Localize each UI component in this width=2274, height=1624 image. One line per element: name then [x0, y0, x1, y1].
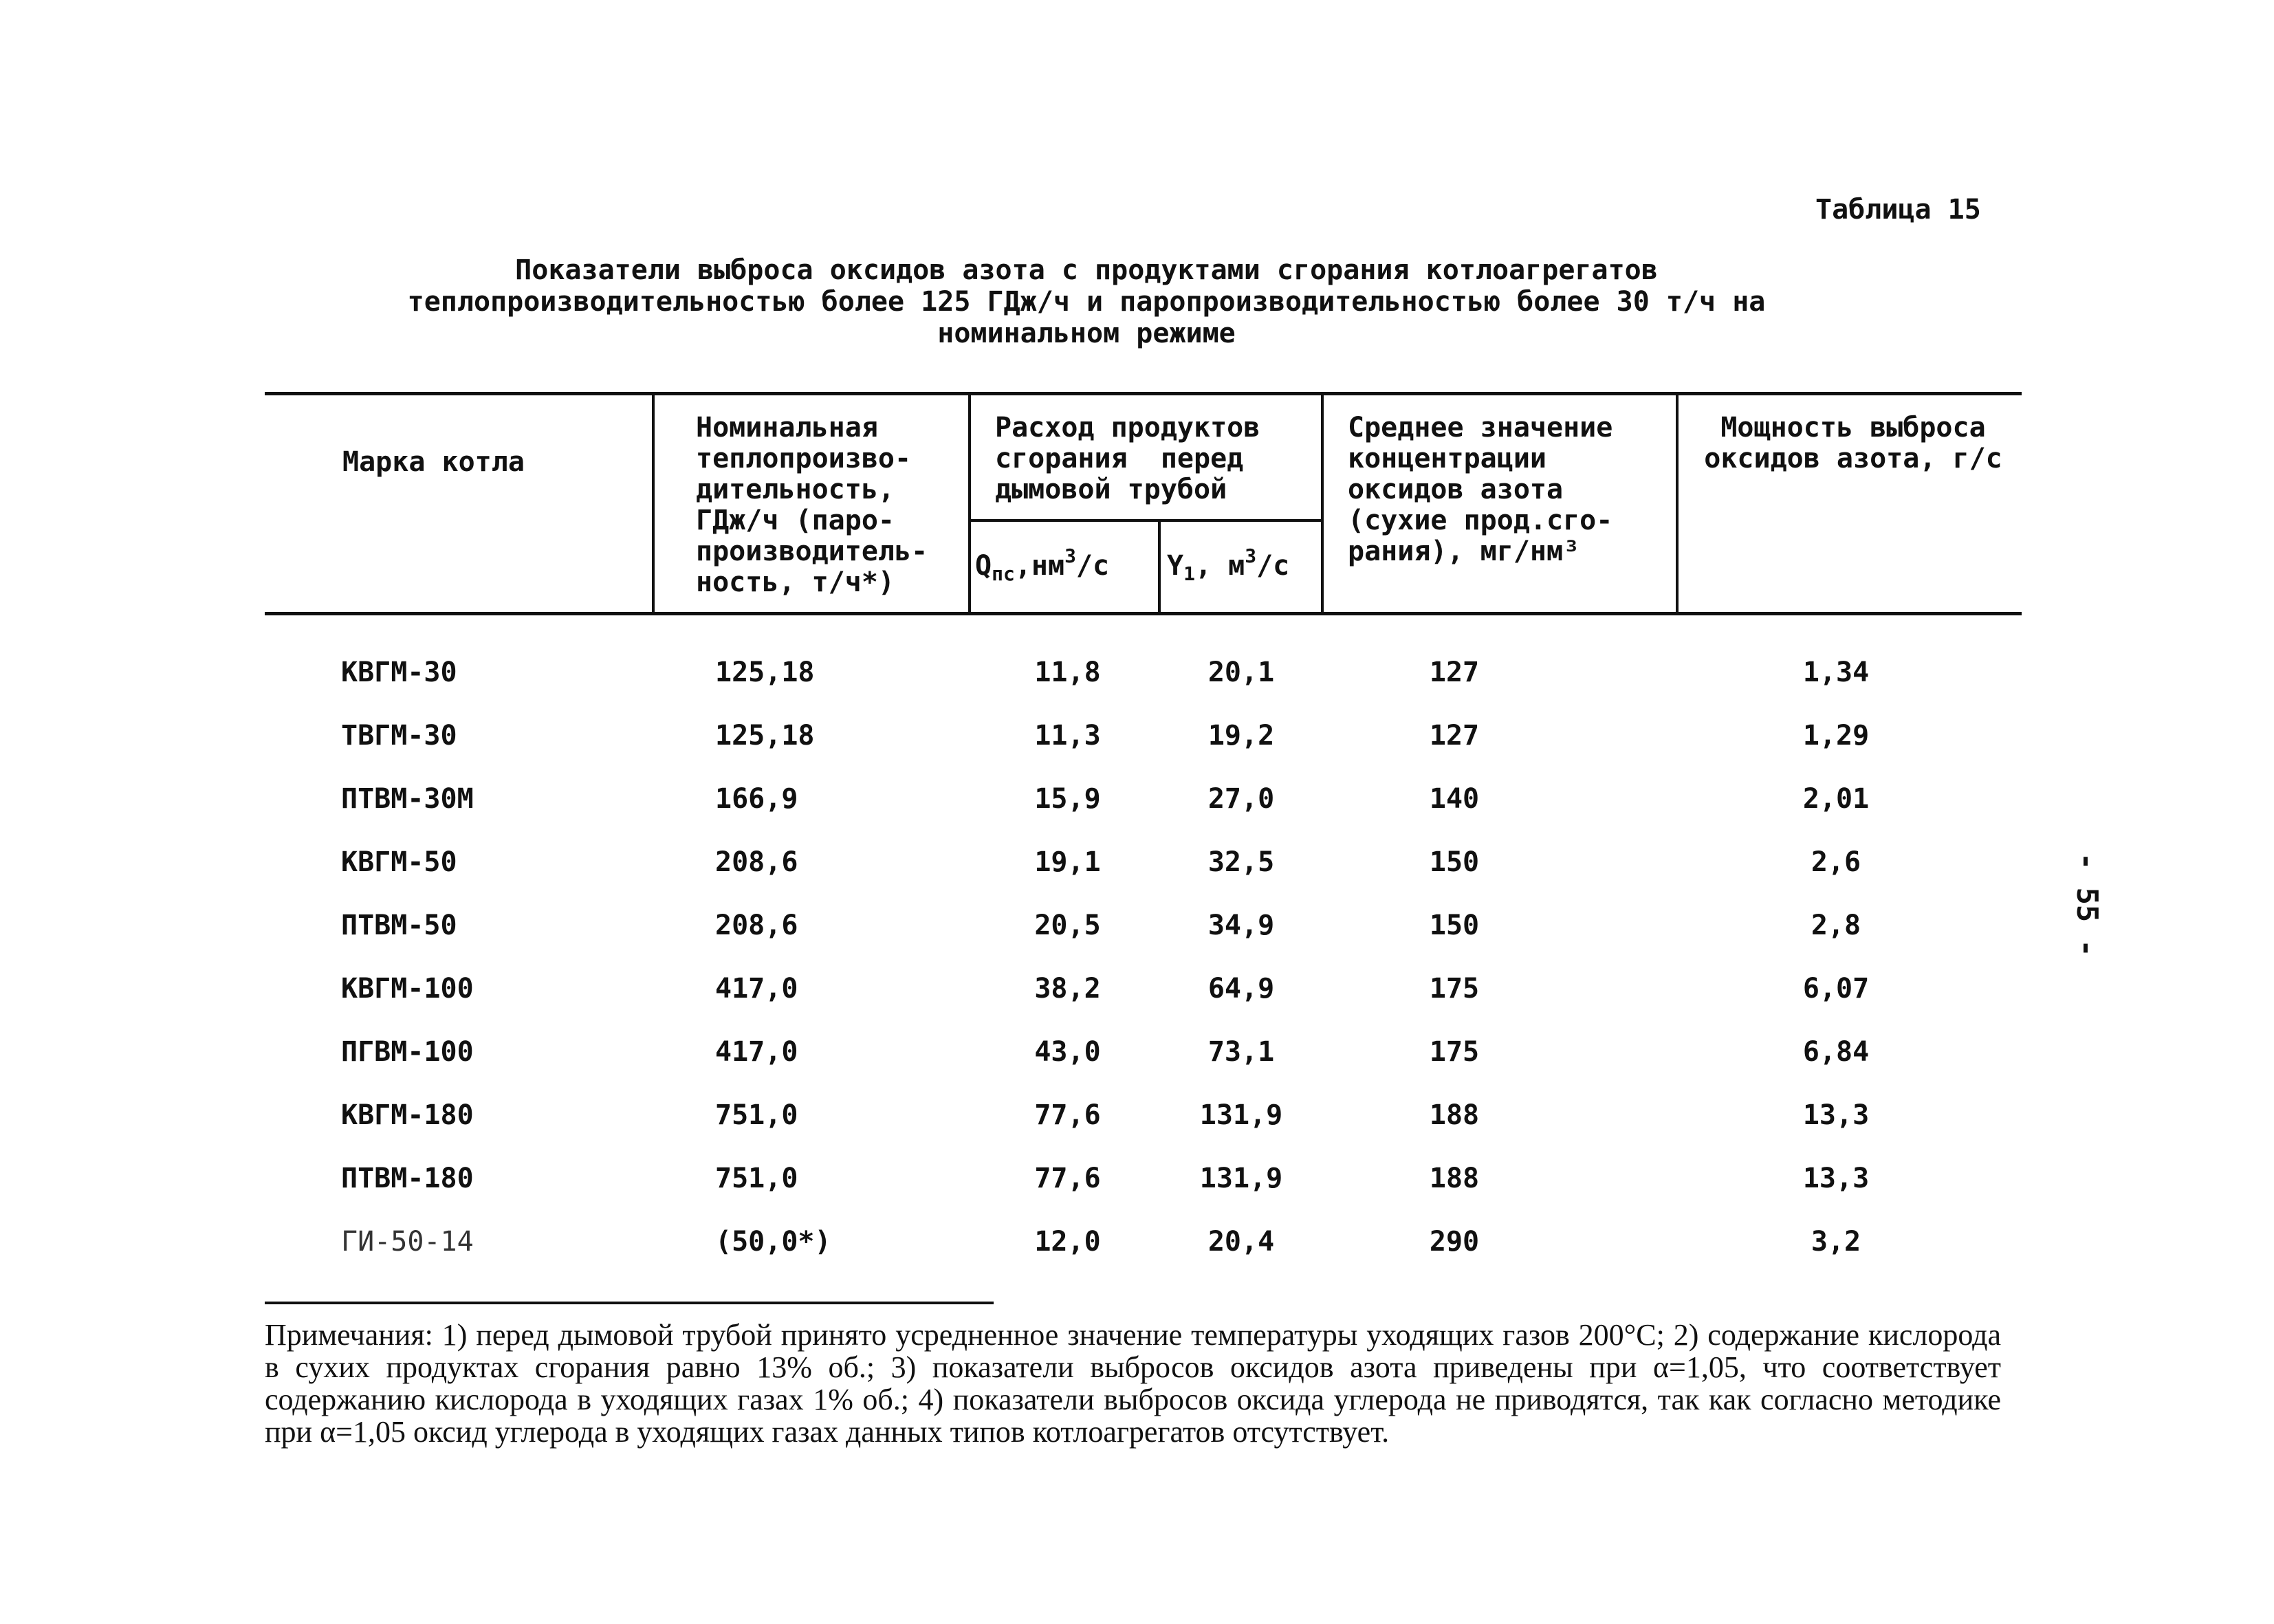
table-top-rule [265, 392, 2022, 395]
cell-brand: ПТВМ-180 [341, 1163, 474, 1194]
v-subscript: 1 [1183, 562, 1195, 585]
header-flow-q [975, 540, 1109, 589]
cell-concentration: 188 [1429, 1163, 1480, 1194]
cell-brand: КВГМ-30 [341, 657, 457, 688]
table-row [0, 720, 2274, 782]
cell-power: 13,3 [1802, 1099, 1870, 1131]
table-notes: Примечания: 1) перед дымовой трубой принято усредненное значение температуры уходящих газов 200°С; 2) содержание кислорода в сухих продуктах сгорания равно 13% об.; 3) показатели выбросов оксидов азота приведены при α=1,05, что соответствует содержанию кислорода в уходящих газах 1% об.; 4) показатели выбросов оксида углерода не приводятся, так как согласно методике при α=1,05 оксид углерода в уходящих газах данных типов котлоагрегатов отсутствует. [265, 1318, 2001, 1449]
cell-brand: КВГМ-180 [341, 1099, 474, 1131]
table-row [0, 1226, 2274, 1288]
v-unit-superscript: 3 [1245, 545, 1257, 567]
cell-flow-q: 77,6 [1034, 1099, 1101, 1131]
cell-brand: ГИ-50-14 [341, 1226, 474, 1258]
header-brand: Марка котла [342, 446, 525, 478]
cell-flow-v: 32,5 [1207, 846, 1275, 878]
cell-flow-v: 64,9 [1207, 973, 1275, 1005]
cell-capacity: (50,0*) [715, 1226, 831, 1258]
cell-power: 6,84 [1802, 1036, 1870, 1068]
cell-power: 2,8 [1811, 910, 1861, 941]
table-row [0, 910, 2274, 972]
cell-capacity: 751,0 [715, 1099, 798, 1131]
header-concentration: Среднее значение концентрации оксидов азота (сухие прод.сго- рания), мг/нм³ [1348, 412, 1613, 567]
table-row [0, 973, 2274, 1035]
column-divider [652, 393, 655, 613]
cell-capacity: 417,0 [715, 973, 798, 1005]
cell-brand: КВГМ-100 [341, 973, 474, 1005]
cell-flow-q: 12,0 [1034, 1226, 1101, 1258]
cell-concentration: 175 [1429, 1036, 1480, 1068]
cell-flow-q: 77,6 [1034, 1163, 1101, 1194]
cell-power: 1,34 [1802, 657, 1870, 688]
cell-brand: ПТВМ-50 [341, 910, 457, 941]
cell-flow-q: 15,9 [1034, 783, 1101, 815]
cell-flow-v: 73,1 [1207, 1036, 1275, 1068]
cell-concentration: 127 [1429, 657, 1480, 688]
cell-power: 13,3 [1802, 1163, 1870, 1194]
header-flow-v [1167, 540, 1289, 589]
cell-flow-v: 27,0 [1207, 783, 1275, 815]
cell-power: 2,6 [1811, 846, 1861, 878]
table-row [0, 846, 2274, 908]
cell-flow-v: 131,9 [1199, 1163, 1283, 1194]
cell-concentration: 127 [1429, 720, 1480, 751]
cell-flow-q: 19,1 [1034, 846, 1101, 878]
table-row [0, 657, 2274, 718]
cell-flow-q: 38,2 [1034, 973, 1101, 1005]
cell-flow-q: 43,0 [1034, 1036, 1101, 1068]
column-divider [968, 393, 971, 613]
cell-flow-v: 20,4 [1207, 1226, 1275, 1258]
cell-brand: ПТВМ-30М [341, 783, 474, 815]
table-row [0, 1099, 2274, 1161]
page-number: - 55 - [2070, 853, 2104, 957]
cell-flow-q: 11,8 [1034, 657, 1101, 688]
table-row [0, 783, 2274, 845]
flow-subheader-rule [968, 519, 1322, 522]
column-divider [1158, 520, 1161, 613]
cell-power: 2,01 [1802, 783, 1870, 815]
v-symbol: Y [1167, 550, 1184, 582]
cell-flow-q: 11,3 [1034, 720, 1101, 751]
cell-power: 1,29 [1802, 720, 1870, 751]
cell-brand: ПГВМ-100 [341, 1036, 474, 1068]
q-subscript: пс [992, 562, 1015, 585]
cell-flow-q: 20,5 [1034, 910, 1101, 941]
cell-flow-v: 19,2 [1207, 720, 1275, 751]
cell-capacity: 751,0 [715, 1163, 798, 1194]
cell-flow-v: 131,9 [1199, 1099, 1283, 1131]
table-row [0, 1036, 2274, 1098]
v-unit: , м [1194, 550, 1245, 582]
cell-brand: КВГМ-50 [341, 846, 457, 878]
q-unit: ,нм [1014, 550, 1065, 582]
header-flow: Расход продуктов сгорания перед дымовой трубой [995, 412, 1260, 505]
q-unit-tail: /с [1075, 550, 1110, 582]
cell-concentration: 188 [1429, 1099, 1480, 1131]
table-label: Таблица 15 [1815, 194, 1981, 226]
header-capacity: Номинальная теплопроизво- дительность, ГДж/ч (паро- производитель- ность, т/ч*) [696, 412, 928, 598]
footnote-rule [265, 1302, 994, 1304]
column-divider [1676, 393, 1679, 613]
table-header-bottom-rule [265, 612, 2022, 615]
cell-flow-v: 34,9 [1207, 910, 1275, 941]
cell-power: 6,07 [1802, 973, 1870, 1005]
header-power: Мощность выброса оксидов азота, г/с [1704, 412, 2002, 474]
cell-concentration: 140 [1429, 783, 1480, 815]
column-divider [1321, 393, 1324, 613]
cell-concentration: 290 [1429, 1226, 1480, 1258]
cell-capacity: 166,9 [715, 783, 798, 815]
cell-flow-v: 20,1 [1207, 657, 1275, 688]
cell-concentration: 175 [1429, 973, 1480, 1005]
table-title: Показатели выброса оксидов азота с продуктами сгорания котлоагрегатов теплопроизводительностью более 125 ГДж/ч и паропроизводительностью более 30 т/ч на номинальном режиме [407, 254, 1766, 349]
cell-capacity: 417,0 [715, 1036, 798, 1068]
cell-concentration: 150 [1429, 846, 1480, 878]
q-symbol: Q [975, 550, 992, 582]
cell-capacity: 125,18 [715, 657, 815, 688]
q-unit-superscript: 3 [1064, 545, 1076, 567]
cell-capacity: 208,6 [715, 910, 798, 941]
table-row [0, 1163, 2274, 1225]
cell-power: 3,2 [1811, 1226, 1861, 1258]
cell-brand: ТВГМ-30 [341, 720, 457, 751]
cell-capacity: 208,6 [715, 846, 798, 878]
v-unit-tail: /с [1256, 550, 1290, 582]
cell-capacity: 125,18 [715, 720, 815, 751]
cell-concentration: 150 [1429, 910, 1480, 941]
